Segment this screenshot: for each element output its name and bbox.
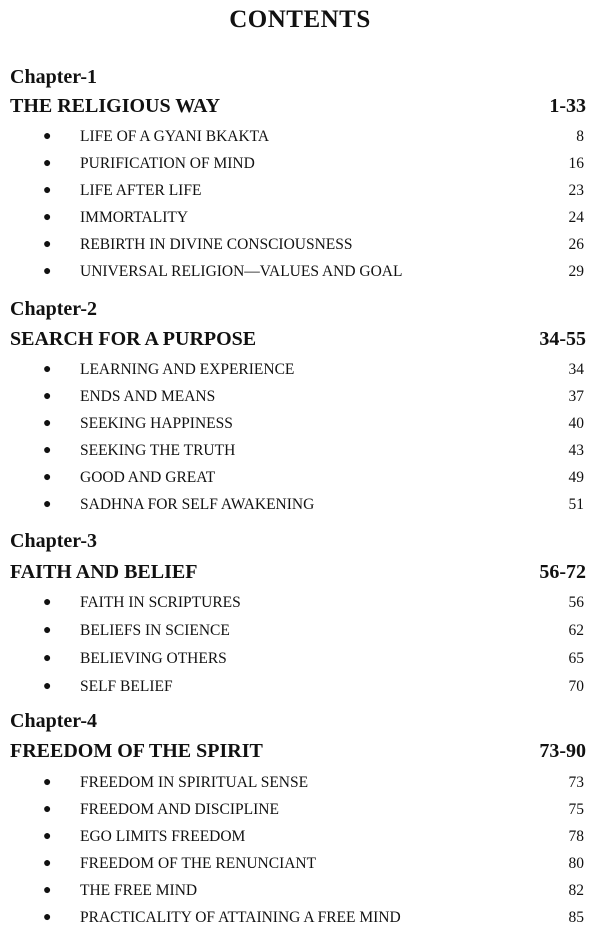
entry-page: 70	[568, 678, 584, 695]
entry-page: 49	[568, 469, 584, 486]
entry-label: SELF BELIEF	[80, 678, 173, 695]
toc-entry	[0, 150, 584, 177]
chapter-3-label: Chapter-3	[10, 530, 98, 552]
entry-label: LIFE OF A GYANI BKAKTA	[80, 128, 270, 145]
toc-entry	[0, 437, 584, 464]
page-title: CONTENTS	[229, 6, 371, 33]
bullet-icon: ●	[43, 595, 52, 610]
entry-label: SEEKING THE TRUTH	[80, 442, 236, 459]
entry-page: 26	[568, 236, 584, 253]
entry-label: GOOD AND GREAT	[80, 469, 216, 486]
chapter-4-page-range: 73-90	[539, 740, 586, 762]
entry-page: 51	[568, 496, 584, 513]
bullet-icon: ●	[43, 156, 52, 171]
toc-entry	[0, 673, 584, 700]
bullet-icon: ●	[43, 416, 52, 431]
entry-label: UNIVERSAL RELIGION—VALUES AND GOAL	[80, 263, 403, 280]
entry-label: IMMORTALITY	[80, 209, 189, 226]
toc-entry	[0, 904, 584, 931]
entry-page: 23	[568, 182, 584, 199]
bullet-icon: ●	[43, 883, 52, 898]
toc-entry	[0, 410, 584, 437]
bullet-icon: ●	[43, 389, 52, 404]
bullet-icon: ●	[43, 129, 52, 144]
bullet-icon: ●	[43, 802, 52, 817]
toc-entry	[0, 231, 584, 258]
bullet-icon: ●	[43, 651, 52, 666]
entry-page: 8	[576, 128, 584, 145]
toc-entry	[0, 823, 584, 850]
entry-label: FAITH IN SCRIPTURES	[80, 594, 241, 611]
entry-label: EGO LIMITS FREEDOM	[80, 828, 246, 845]
entry-page: 85	[568, 909, 584, 926]
toc-entry	[0, 769, 584, 796]
bullet-icon: ●	[43, 497, 52, 512]
bullet-icon: ●	[43, 210, 52, 225]
entry-label: REBIRTH IN DIVINE CONSCIOUSNESS	[80, 236, 353, 253]
toc-entry	[0, 491, 584, 518]
toc-entry	[0, 177, 584, 204]
entry-label: SEEKING HAPPINESS	[80, 415, 233, 432]
entry-page: 82	[568, 882, 584, 899]
toc-entry	[0, 617, 584, 644]
toc-entry	[0, 877, 584, 904]
bullet-icon: ●	[43, 470, 52, 485]
bullet-icon: ●	[43, 183, 52, 198]
toc-entry	[0, 645, 584, 672]
entry-page: 37	[568, 388, 584, 405]
bullet-icon: ●	[43, 679, 52, 694]
chapter-2-heading	[10, 328, 586, 351]
toc-entry	[0, 123, 584, 150]
chapter-3-page-range: 56-72	[539, 561, 586, 583]
entry-label: PURIFICATION OF MIND	[80, 155, 255, 172]
entry-page: 56	[568, 594, 584, 611]
entry-label: LIFE AFTER LIFE	[80, 182, 202, 199]
entry-label: PRACTICALITY OF ATTAINING A FREE MIND	[80, 909, 401, 926]
entry-label: SADHNA FOR SELF AWAKENING	[80, 496, 315, 513]
toc-entry	[0, 204, 584, 231]
bullet-icon: ●	[43, 775, 52, 790]
chapter-4-heading	[10, 740, 586, 763]
toc-entry	[0, 258, 584, 285]
entry-page: 29	[568, 263, 584, 280]
chapter-1-heading	[10, 95, 586, 118]
chapter-3-heading	[10, 561, 586, 584]
toc-entry	[0, 796, 584, 823]
chapter-3-title: FAITH AND BELIEF	[10, 561, 198, 583]
chapter-1-page-range: 1-33	[549, 95, 586, 117]
toc-entry	[0, 383, 584, 410]
bullet-icon: ●	[43, 910, 52, 925]
toc-entry	[0, 589, 584, 616]
entry-label: THE FREE MIND	[80, 882, 198, 899]
chapter-1-title: THE RELIGIOUS WAY	[10, 95, 221, 117]
entry-page: 65	[568, 650, 584, 667]
entry-page: 40	[568, 415, 584, 432]
entry-page: 24	[568, 209, 584, 226]
bullet-icon: ●	[43, 623, 52, 638]
toc-entry	[0, 464, 584, 491]
chapter-1-label: Chapter-1	[10, 66, 98, 88]
entry-page: 73	[568, 774, 584, 791]
entry-label: LEARNING AND EXPERIENCE	[80, 361, 295, 378]
entry-label: FREEDOM OF THE RENUNCIANT	[80, 855, 317, 872]
entry-label: BELIEVING OTHERS	[80, 650, 227, 667]
entry-page: 78	[568, 828, 584, 845]
entry-page: 43	[568, 442, 584, 459]
bullet-icon: ●	[43, 362, 52, 377]
bullet-icon: ●	[43, 829, 52, 844]
entry-label: ENDS AND MEANS	[80, 388, 216, 405]
chapter-2-title: SEARCH FOR A PURPOSE	[10, 328, 257, 350]
entry-page: 75	[568, 801, 584, 818]
chapter-4-label: Chapter-4	[10, 710, 98, 732]
entry-page: 62	[568, 622, 584, 639]
entry-label: BELIEFS IN SCIENCE	[80, 622, 230, 639]
bullet-icon: ●	[43, 856, 52, 871]
bullet-icon: ●	[43, 443, 52, 458]
chapter-2-page-range: 34-55	[539, 328, 586, 350]
toc-entry	[0, 850, 584, 877]
bullet-icon: ●	[43, 264, 52, 279]
entry-label: FREEDOM IN SPIRITUAL SENSE	[80, 774, 309, 791]
toc-entry	[0, 356, 584, 383]
entry-page: 80	[568, 855, 584, 872]
chapter-4-title: FREEDOM OF THE SPIRIT	[10, 740, 263, 762]
entry-label: FREEDOM AND DISCIPLINE	[80, 801, 279, 818]
bullet-icon: ●	[43, 237, 52, 252]
entry-page: 16	[568, 155, 584, 172]
entry-page: 34	[568, 361, 584, 378]
chapter-2-label: Chapter-2	[10, 298, 98, 320]
